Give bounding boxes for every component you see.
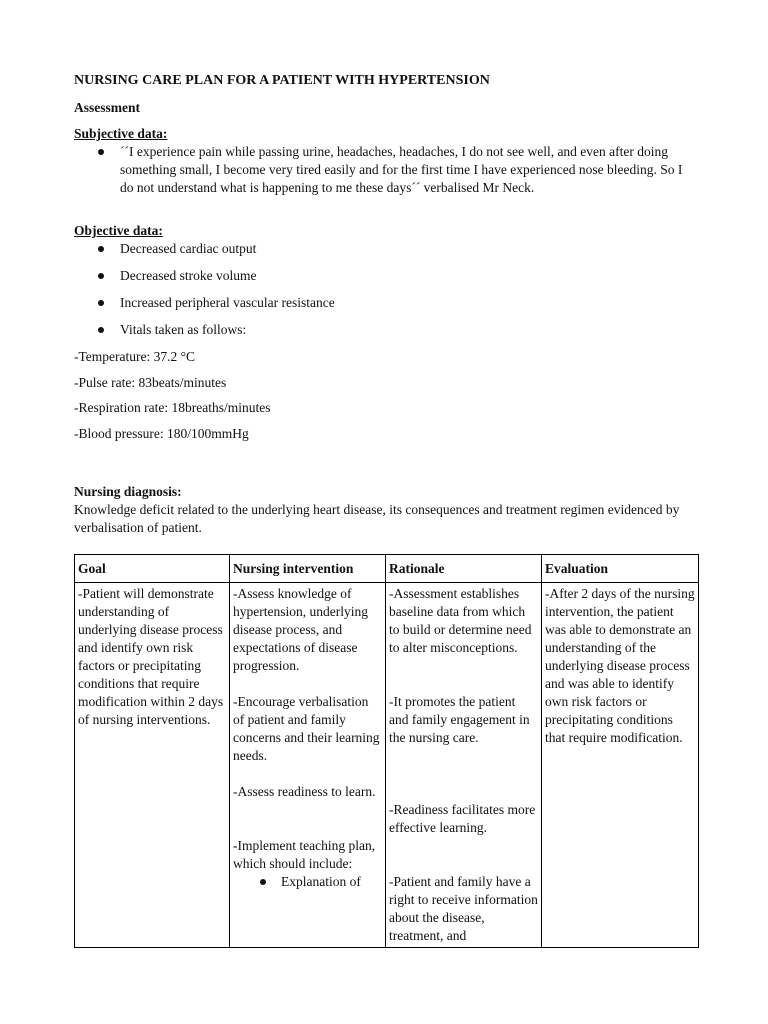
evaluation-cell	[542, 582, 699, 947]
intervention-cell	[230, 582, 386, 947]
vital-temperature: -Temperature: 37.2 °C	[74, 349, 196, 364]
evaluation-text: -After 2 days of the nursing intervention, the patient was able to demonstrate an understanding of the underlying disease process and was able to identify own risk factors or precipitating conditions that require modification.	[545, 585, 695, 745]
intervention-item: -Encourage verbalisation of patient and family concerns and their learning needs.	[233, 693, 380, 763]
document-title: NURSING CARE PLAN FOR A PATIENT WITH HYPERTENSION	[74, 73, 490, 88]
rationale-cell	[386, 582, 542, 947]
diagnosis-heading: Nursing diagnosis:	[74, 483, 182, 499]
document-page	[74, 72, 698, 948]
rationale-item: -Patient and family have a right to receive information about the disease, treatment, and	[389, 873, 538, 943]
table-header-row	[75, 554, 699, 582]
subjective-list	[74, 143, 698, 197]
header-intervention: Nursing intervention	[230, 554, 386, 582]
list-item: Vitals taken as follows:	[74, 321, 698, 339]
diagnosis-text: Knowledge deficit related to the underlying heart disease, its consequences and treatment regimen evidenced by verbalisation of patient.	[74, 501, 680, 535]
vital-blood-pressure: -Blood pressure: 180/100mmHg	[74, 425, 249, 441]
objective-heading: Objective data:	[74, 223, 163, 238]
goal-cell	[75, 582, 230, 947]
rationale-item: -It promotes the patient and family engagement in the nursing care.	[389, 693, 530, 745]
care-plan-table	[74, 554, 699, 948]
list-item: Decreased stroke volume	[74, 267, 698, 285]
list-item: ´´I experience pain while passing urine, headaches, headaches, I do not see well, and even after doing something small, I become very tired easily and for the first time I have experienced nose bleeding. So I do not understand what is happening to me these days´´ verbalised Mr Neck.	[74, 143, 698, 197]
table-row	[75, 582, 699, 947]
intervention-item: -Implement teaching plan, which should include:	[233, 837, 376, 871]
vital-pulse: -Pulse rate: 83beats/minutes	[74, 374, 227, 390]
intervention-subitem: Explanation of	[233, 873, 382, 891]
rationale-item: -Assessment establishes baseline data from which to build or determine need to alter misconceptions.	[389, 585, 532, 655]
assessment-heading: Assessment	[74, 100, 140, 115]
goal-text: -Patient will demonstrate understanding of underlying disease process and identify own risk factors or precipitating conditions that require modification within 2 days of nursing interventions.	[78, 585, 224, 727]
vital-respiration: -Respiration rate: 18breaths/minutes	[74, 400, 271, 415]
list-item: Decreased cardiac output	[74, 240, 698, 258]
header-evaluation: Evaluation	[542, 554, 699, 582]
objective-list	[74, 240, 698, 339]
header-rationale: Rationale	[386, 554, 542, 582]
list-item: Increased peripheral vascular resistance	[74, 294, 698, 312]
subjective-heading: Subjective data:	[74, 126, 168, 141]
intervention-item: -Assess knowledge of hypertension, underlying disease process, and expectations of disease progression.	[233, 585, 368, 673]
header-goal: Goal	[75, 554, 230, 582]
rationale-item: -Readiness facilitates more effective learning.	[389, 801, 536, 835]
intervention-item: -Assess readiness to learn.	[233, 783, 376, 799]
